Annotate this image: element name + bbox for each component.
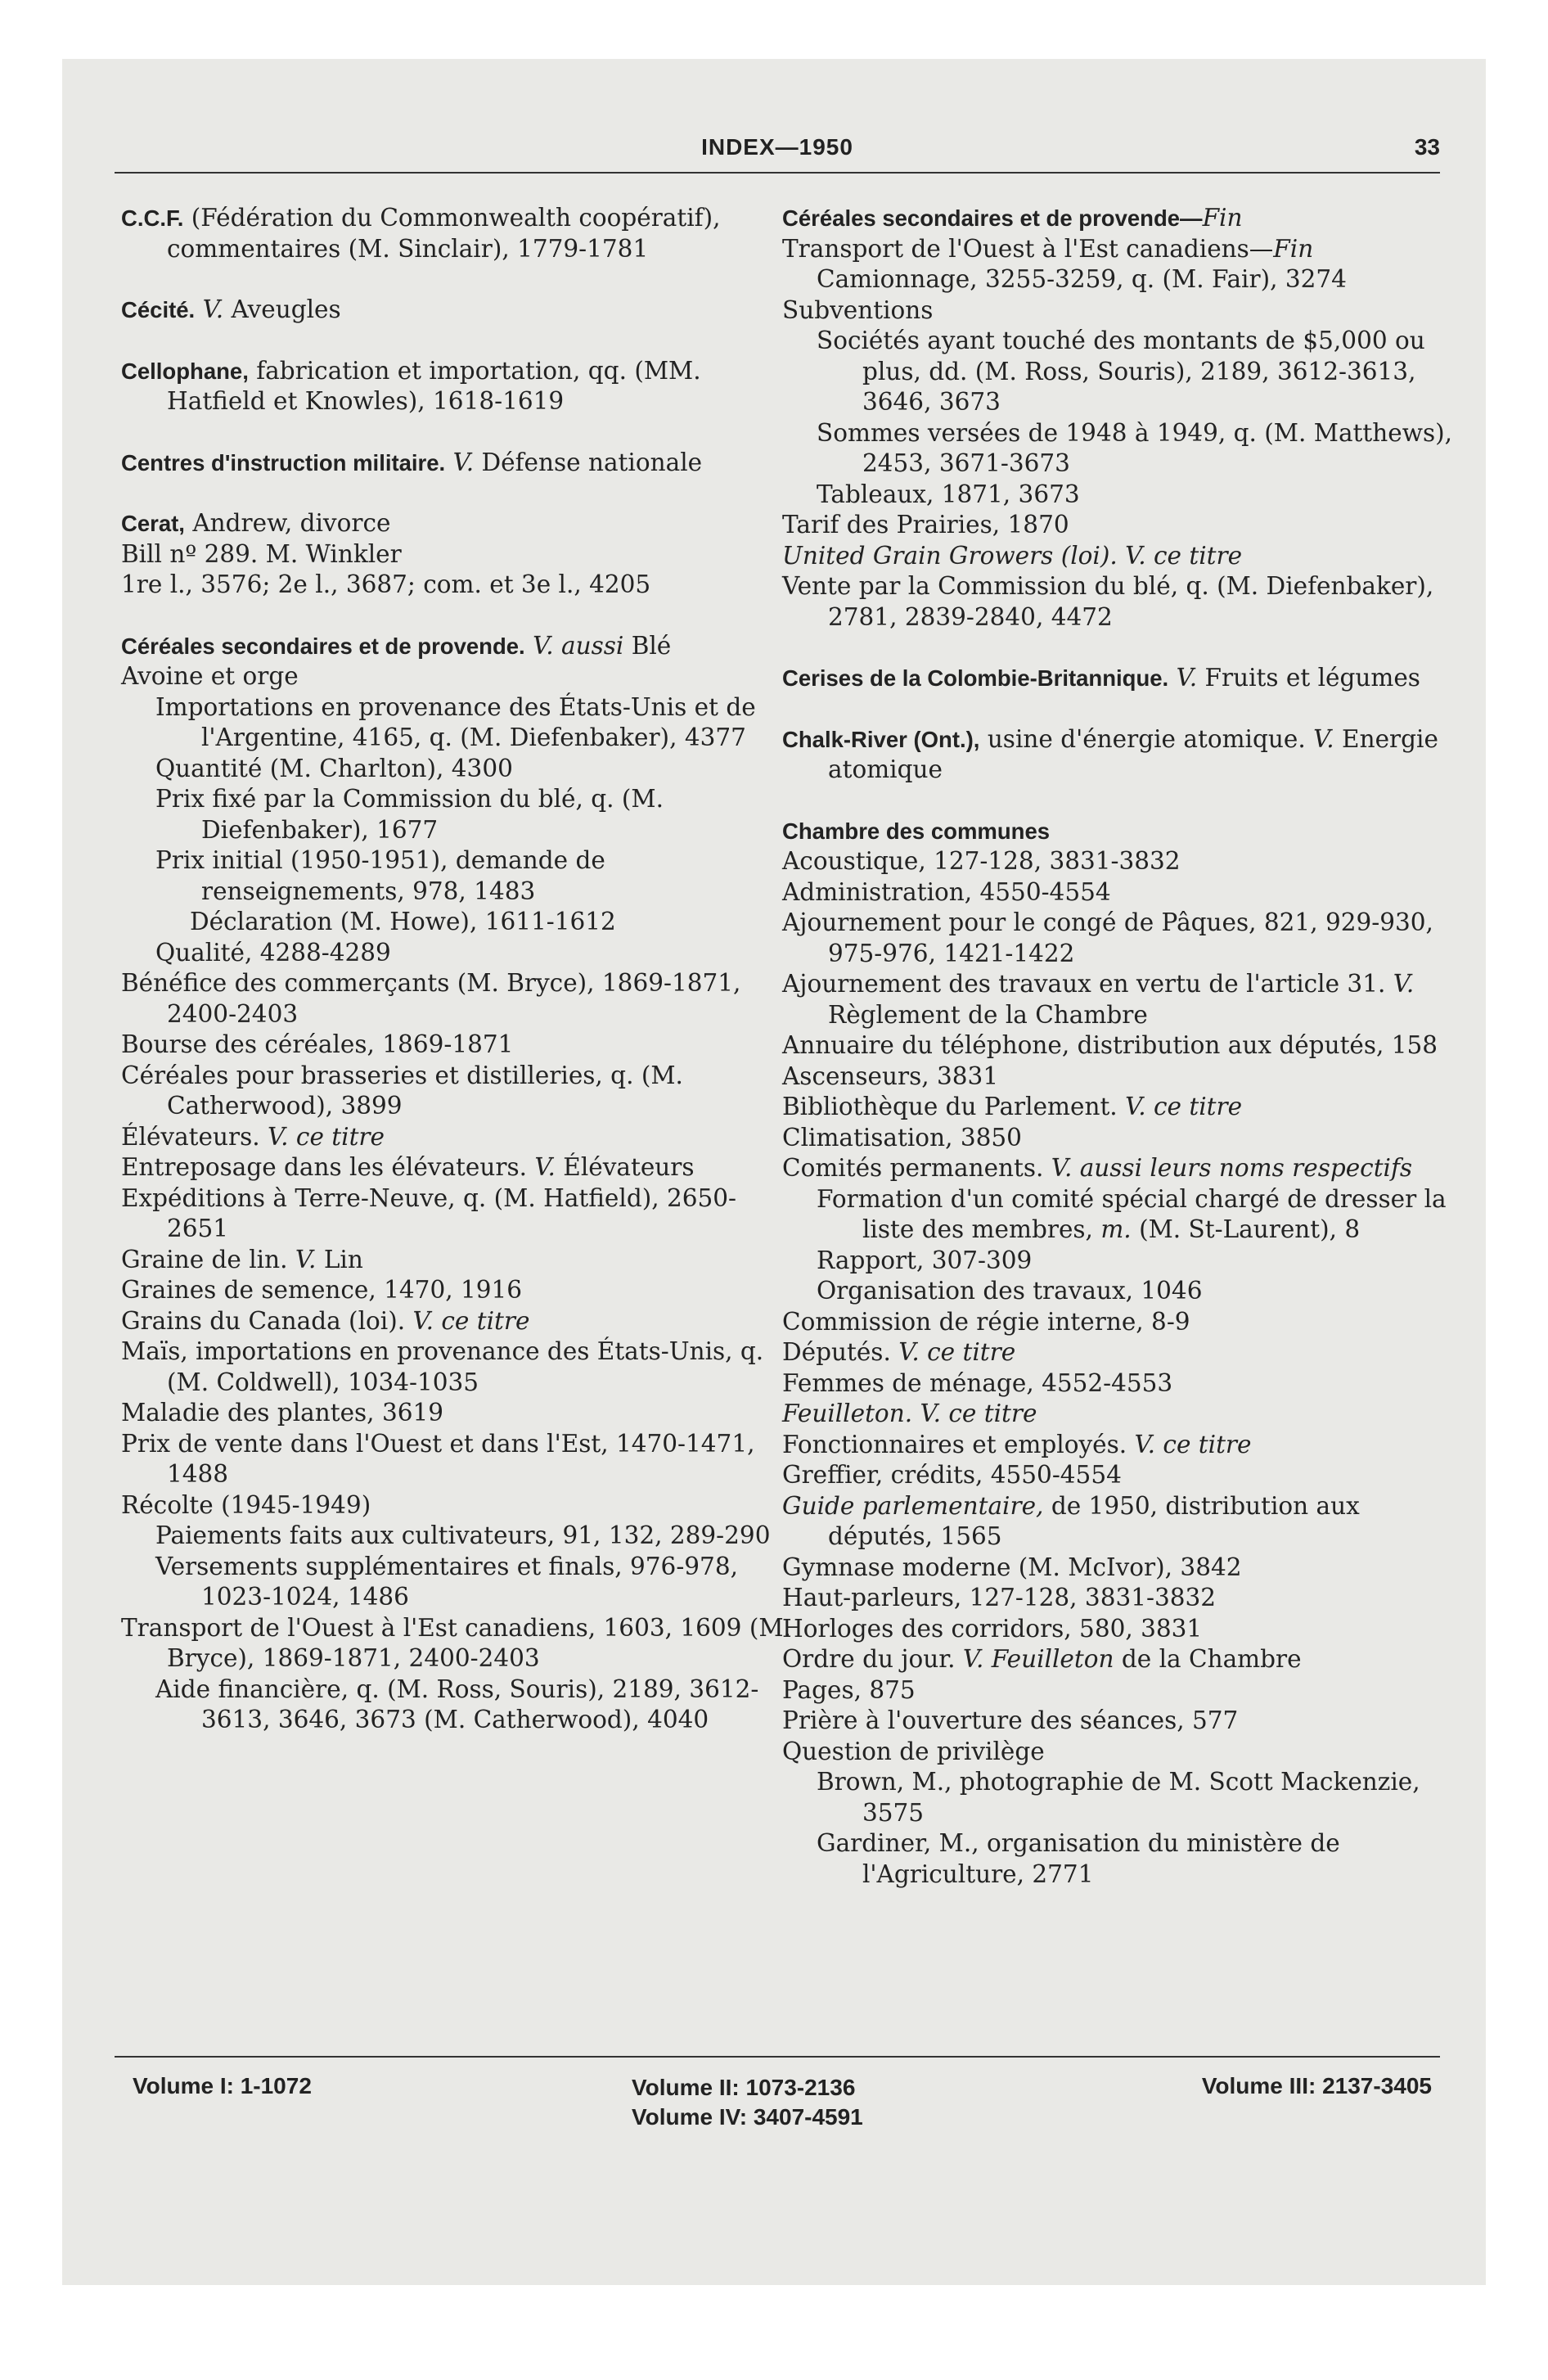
sub-greffier: Greffier, crédits, 4550-4554 xyxy=(782,1461,1122,1489)
entry-cellophane: Cellophane, fabrication et importation, qq. (MM. Hatfield et Knowles), 1618-1619 xyxy=(121,356,701,415)
sub-expeditions: Expéditions à Terre-Neuve, q. (M. Hatfield), 2650-2651 xyxy=(121,1183,737,1242)
sub-climatisation: Climatisation, 3850 xyxy=(782,1123,1022,1152)
sub-organisation: Organisation des travaux, 1046 xyxy=(817,1277,1203,1305)
sub-benefice: Bénéfice des commerçants (M. Bryce), 1869-1871, 2400-2403 xyxy=(121,969,741,1028)
sub-rapport: Rapport, 307-309 xyxy=(817,1246,1033,1274)
entry-chalk-river: Chalk-River (Ont.), usine d'énergie atomique. V. Energie atomique xyxy=(782,724,1438,783)
sub-gardiner: Gardiner, M., organisation du ministère de l'Agriculture, 2771 xyxy=(817,1829,1340,1888)
sub-sommes: Sommes versées de 1948 à 1949, q. (M. Matthews), 2453, 3671-3673 xyxy=(817,418,1452,477)
sub-administration: Administration, 4550-4554 xyxy=(782,877,1111,906)
sub-versements: Versements supplémentaires et finals, 976-978, 1023-1024, 1486 xyxy=(155,1552,738,1611)
sub-qualite: Qualité, 4288-4289 xyxy=(155,938,391,967)
sub-semence: Graines de semence, 1470, 1916 xyxy=(121,1276,523,1304)
sub-ugg: United Grain Growers (loi). V. ce titre xyxy=(782,541,1243,570)
sub-tarif: Tarif des Prairies, 1870 xyxy=(782,511,1069,539)
sub-entreposage: Entreposage dans les élévateurs. V. Élévateurs xyxy=(121,1153,695,1181)
sub-maladie: Maladie des plantes, 3619 xyxy=(121,1399,444,1427)
running-title: INDEX—1950 xyxy=(701,134,853,160)
sub-paiements: Paiements faits aux cultivateurs, 91, 132, 289-290 xyxy=(155,1521,771,1549)
sub-declaration: Déclaration (M. Howe), 1611-1612 xyxy=(190,908,616,935)
sub-tableaux: Tableaux, 1871, 3673 xyxy=(817,480,1080,508)
entry-cereales-fin: Céréales secondaires et de provende—Fin xyxy=(782,204,1243,232)
sub-brown: Brown, M., photographie de M. Scott Mackenzie, 3575 xyxy=(817,1768,1420,1827)
sub-ajournement-travaux: Ajournement des travaux en vertu de l'article 31. V. Règlement de la Chambre xyxy=(782,970,1415,1029)
entry-cecite: Cécité. V. Aveugles xyxy=(121,295,341,323)
sub-importations: Importations en provenance des États-Unis et de l'Argentine, 4165, q. (M. Diefenbaker), 4377 xyxy=(155,692,756,751)
page-number: 33 xyxy=(1414,134,1440,160)
sub-priere: Prière à l'ouverture des séances, 577 xyxy=(782,1706,1239,1734)
volume-3: Volume III: 2137-3405 xyxy=(1201,2073,1432,2098)
sub-aide: Aide financière, q. (M. Ross, Souris), 2189, 3612-3613, 3646, 3673 (M. Catherwood), 4040 xyxy=(155,1675,759,1733)
entry-cereales: Céréales secondaires et de provende. V. aussi Blé xyxy=(121,631,672,660)
volume-2: Volume II: 1073-2136 xyxy=(632,2075,856,2100)
sub-ordre: Ordre du jour. V. Feuilleton de la Chambre xyxy=(782,1645,1302,1673)
sub-annuaire: Annuaire du téléphone, distribution aux députés, 158 xyxy=(782,1031,1438,1059)
sub-ascenseurs: Ascenseurs, 3831 xyxy=(782,1062,999,1090)
sub-avoine: Avoine et orge xyxy=(121,662,299,690)
running-header xyxy=(115,128,1440,167)
sub-deputes: Députés. V. ce titre xyxy=(782,1338,1016,1366)
sub-elevateurs: Élévateurs. V. ce titre xyxy=(121,1122,385,1151)
sub-vente: Vente par la Commission du blé, q. (M. Diefenbaker), 2781, 2839-2840, 4472 xyxy=(782,572,1434,631)
sub-prix-fixe: Prix fixé par la Commission du blé, q. (M. Diefenbaker), 1677 xyxy=(155,785,664,844)
entry-cerat-bill: Bill nº 289. M. Winkler xyxy=(121,539,402,568)
sub-haut-parleurs: Haut-parleurs, 127-128, 3831-3832 xyxy=(782,1584,1217,1611)
sub-grains: Grains du Canada (loi). V. ce titre xyxy=(121,1306,530,1335)
left-column xyxy=(121,203,792,1736)
sub-quantite: Quantité (M. Charlton), 4300 xyxy=(155,754,513,782)
sub-prix-initial: Prix initial (1950-1951), demande de renseignements, 978, 1483 xyxy=(155,846,605,905)
sub-bibliotheque: Bibliothèque du Parlement. V. ce titre xyxy=(782,1093,1243,1120)
entry-ccf: C.C.F. (Fédération du Commonwealth coopératif), commentaires (M. Sinclair), 1779-1781 xyxy=(121,204,721,263)
header-rule xyxy=(115,172,1440,174)
sub-regie: Commission de régie interne, 8-9 xyxy=(782,1307,1190,1336)
sub-ajournement-paques: Ajournement pour le congé de Pâques, 821, 929-930, 975-976, 1421-1422 xyxy=(782,908,1433,967)
volume-footer xyxy=(115,2067,1440,2132)
entry-centres: Centres d'instruction militaire. V. Défense nationale xyxy=(121,448,703,476)
sub-gymnase: Gymnase moderne (M. McIvor), 3842 xyxy=(782,1553,1242,1581)
sub-bourse: Bourse des céréales, 1869-1871 xyxy=(121,1030,514,1058)
sub-feuilleton: Feuilleton. V. ce titre xyxy=(782,1400,1037,1427)
sub-acoustique: Acoustique, 127-128, 3831-3832 xyxy=(782,847,1181,875)
entry-cerat-lectures: 1re l., 3576; 2e l., 3687; com. et 3e l., 4205 xyxy=(121,570,651,598)
sub-camionnage: Camionnage, 3255-3259, q. (M. Fair), 3274 xyxy=(817,265,1347,293)
sub-comites: Comités permanents. V. aussi leurs noms respectifs xyxy=(782,1154,1413,1182)
right-column xyxy=(782,203,1453,1890)
sub-question: Question de privilège xyxy=(782,1737,1045,1765)
volume-2-4 xyxy=(632,2073,863,2132)
sub-guide: Guide parlementaire, de 1950, distribution aux députés, 1565 xyxy=(782,1491,1360,1550)
sub-brasseries: Céréales pour brasseries et distilleries, q. (M. Catherwood), 3899 xyxy=(121,1061,683,1120)
sub-fonctionnaires: Fonctionnaires et employés. V. ce titre xyxy=(782,1430,1252,1458)
volume-1: Volume I: 1-1072 xyxy=(133,2073,312,2098)
sub-transport-fin: Transport de l'Ouest à l'Est canadiens—Fin xyxy=(782,234,1314,263)
entry-chambre: Chambre des communes xyxy=(782,818,1051,844)
sub-formation: Formation d'un comité spécial chargé de dresser la liste des membres, m. (M. St-Laurent), 8 xyxy=(817,1184,1447,1243)
sub-recolte: Récolte (1945-1949) xyxy=(121,1490,371,1519)
sub-graine: Graine de lin. V. Lin xyxy=(121,1245,363,1273)
sub-transport: Transport de l'Ouest à l'Est canadiens, 1603, 1609 (M. Bryce), 1869-1871, 2400-2403 xyxy=(121,1613,791,1672)
sub-horloges: Horloges des corridors, 580, 3831 xyxy=(782,1614,1203,1643)
sub-subventions: Subventions xyxy=(782,295,934,324)
volume-4: Volume IV: 3407-4591 xyxy=(632,2104,863,2130)
sub-societes: Sociétés ayant touché des montants de $5,000 ou plus, dd. (M. Ross, Souris), 2189, 3612-3613, 3646, 3673 xyxy=(817,327,1425,416)
sub-pages: Pages, 875 xyxy=(782,1675,916,1704)
sub-femmes: Femmes de ménage, 4552-4553 xyxy=(782,1368,1173,1397)
sub-prix-vente: Prix de vente dans l'Ouest et dans l'Est, 1470-1471, 1488 xyxy=(121,1429,755,1488)
entry-cerises: Cerises de la Colombie-Britannique. V. Fruits et légumes xyxy=(782,664,1420,692)
sub-mais: Maïs, importations en provenance des États-Unis, q. (M. Coldwell), 1034-1035 xyxy=(121,1337,764,1396)
footer-rule xyxy=(115,2056,1440,2058)
entry-cerat: Cerat, Andrew, divorce xyxy=(121,509,391,537)
